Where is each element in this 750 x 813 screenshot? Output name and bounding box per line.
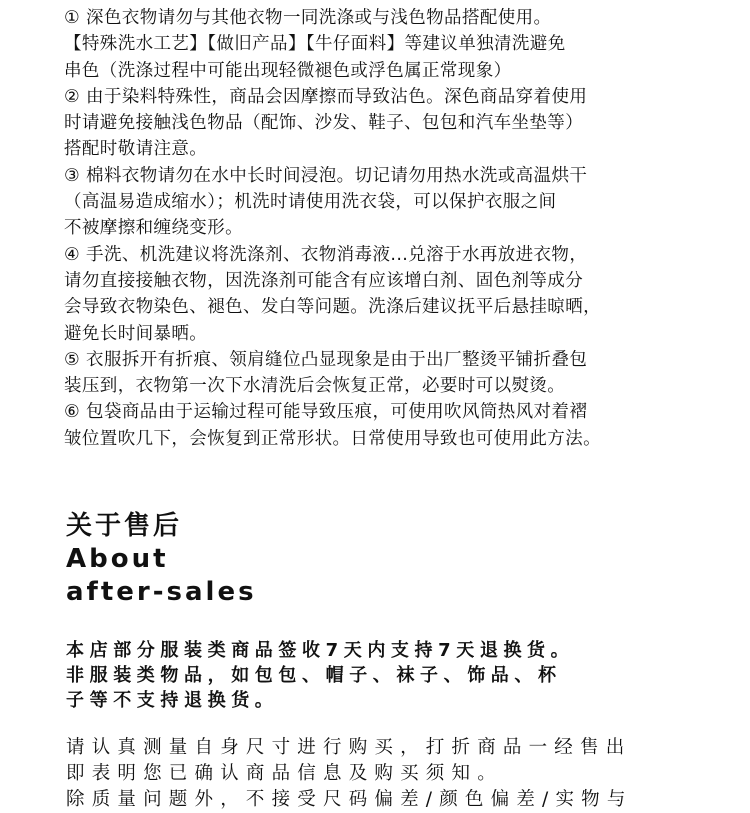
policy-bold-line: 子等不支持退换货。 [66,690,279,711]
after-sales-heading [66,510,257,609]
care-line: 装压到，衣物第一次下水清洗后会恢复正常，必要时可以熨烫。 [64,376,566,397]
care-line: 会导致衣物染色、褪色、发白等问题。洗涤后建议抚平后悬挂晾晒， [64,297,601,318]
policy-bold-line: 本店部分服装类商品签收7天内支持7天退换货。 [66,640,575,661]
care-line: （高温易造成缩水）；机洗时请使用洗衣袋，可以保护衣服之间 [64,192,557,213]
care-line: ② 由于染料特殊性，商品会因摩擦而导致沾色。深色商品穿着使用 [64,86,588,107]
policy-bold-line: 非服装类物品，如包包、帽子、袜子、饰品、杯 [66,665,562,686]
heading-cn: 关于售后 [66,511,183,541]
policy-line: 除质量问题外，不接受尺码偏差/颜色偏差/实物与 [66,789,633,810]
care-line: 不被摩擦和缠绕变形。 [64,218,243,239]
care-line: 避免长时间暴晒。 [64,323,208,344]
care-instructions [64,5,704,452]
care-line: 【特殊洗水工艺】【做旧产品】【牛仔面料】等建议单独清洗避免 [64,34,566,55]
care-line: 请勿直接接触衣物，因洗涤剂可能含有应该增白剂、固色剂等成分 [64,270,584,291]
care-line: ③ 棉料衣物请勿在水中长时间浸泡。切记请勿用热水洗或高温烘干 [64,165,588,186]
return-policy-highlight [66,638,574,713]
heading-en-line1: About [66,544,169,574]
care-line: ⑤ 衣服拆开有折痕、领肩缝位凸显现象是由于出厂整烫平铺折叠包 [64,349,588,370]
care-line: ① 深色衣物请勿与其他衣物一同洗涤或与浅色物品搭配使用。 [64,8,552,28]
care-line: ⑥ 包袋商品由于运输过程可能导致压痕，可使用吹风筒热风对着褶 [64,402,588,423]
heading-en-line2: after-sales [66,577,257,607]
policy-line: 请认真测量自身尺寸进行购买，打折商品一经售出 [66,737,632,758]
care-line: 串色（洗涤过程中可能出现轻微褪色或浮色属正常现象） [64,60,512,81]
care-line: 时请避免接触浅色物品（配饰、沙发、鞋子、包包和汽车坐垫等） [64,113,584,134]
care-line: 皱位置吹几下，会恢复到正常形状。日常使用导致也可使用此方法。 [64,428,601,449]
care-line: ④ 手洗、机洗建议将洗涤剂、衣物消毒液...兑溶于水再放进衣物， [64,244,588,265]
return-policy-details [66,735,633,813]
policy-line: 即表明您已确认商品信息及购买须知。 [66,763,503,784]
care-line: 搭配时敬请注意。 [64,139,208,160]
